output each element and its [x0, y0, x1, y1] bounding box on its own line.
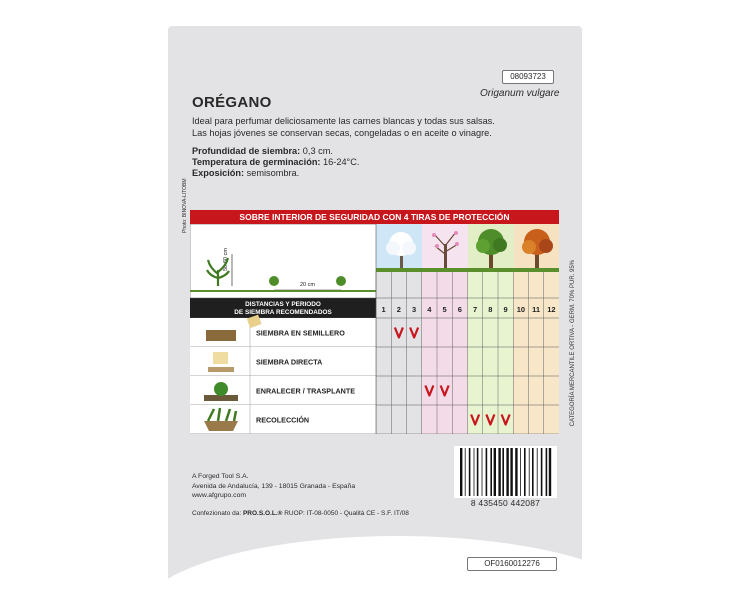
- confection-details: RUOP: IT-08-0050 - Qualità CE - S.F. IT/08: [282, 510, 409, 517]
- latin-name: Origanum vulgare: [480, 88, 560, 99]
- row-label: SIEMBRA DIRECTA: [256, 357, 323, 367]
- width-label: 20 cm: [300, 282, 315, 288]
- barcode-bar: [541, 448, 543, 496]
- month-label: 7: [473, 305, 478, 314]
- autumn-tree-icon: [514, 224, 559, 271]
- month-label: 3: [412, 305, 417, 314]
- barcode-bar: [469, 448, 471, 496]
- month-label: 10: [516, 305, 526, 314]
- month-label: 2: [396, 305, 401, 314]
- confection-prefix: Confezionato da:: [192, 510, 243, 517]
- barcode-bar: [474, 448, 475, 496]
- spec-label: Temperatura de germinación:: [192, 157, 321, 167]
- photo-credit: Photo: BINOVA-LITOBM: [182, 178, 188, 233]
- small-plant-icon: [269, 276, 279, 286]
- barcode-bar: [546, 448, 548, 496]
- month-label: 9: [503, 305, 508, 314]
- barcode-bar: [490, 448, 492, 496]
- spec-depth: [192, 146, 333, 157]
- row-label: SIEMBRA EN SEMILLERO: [256, 328, 345, 338]
- month-label: 8: [488, 305, 493, 314]
- company-info: [192, 472, 355, 501]
- barcode-bar: [482, 448, 483, 496]
- barcode-bar: [486, 448, 488, 496]
- barcode: [454, 446, 557, 498]
- barcode-bar: [494, 448, 496, 496]
- spec-temperature: [192, 157, 359, 168]
- table-header-line1: DISTANCIAS Y PERIODO: [245, 301, 321, 308]
- description-line-1: Ideal para perfumar deliciosamente las carnes blancas y todas sus salsas.: [192, 116, 495, 126]
- table-header-line2: DE SIEMBRA RECOMENDADOS: [234, 309, 332, 316]
- spec-value: 16-24°C.: [320, 157, 360, 167]
- barcode-bar: [524, 448, 526, 496]
- barcode-bar: [502, 448, 504, 496]
- height-label: 50-60 cm: [223, 248, 229, 271]
- barcode-bar: [537, 448, 538, 496]
- barcode-bar: [506, 448, 508, 496]
- barcode-bar: [515, 448, 517, 496]
- sowing-calendar: [190, 224, 559, 434]
- barcode-bar: [460, 448, 462, 496]
- product-code: 08093723: [502, 70, 554, 84]
- row-label: RECOLECCIÓN: [256, 415, 310, 425]
- bottom-code: OF0160012276: [467, 557, 557, 571]
- month-label: 4: [427, 305, 432, 314]
- barcode-bar: [529, 448, 530, 496]
- spring-tree-icon: [422, 224, 468, 271]
- spec-label: Exposición:: [192, 168, 245, 178]
- product-description: [192, 115, 532, 139]
- company-web: www.afgrupo.com: [192, 492, 247, 499]
- barcode-bar: [549, 448, 551, 496]
- spec-value: 0,3 cm.: [300, 146, 333, 156]
- company-name: A Forged Tool S.A.: [192, 473, 249, 480]
- safety-banner: SOBRE INTERIOR DE SEGURIDAD CON 4 TIRAS DE PROTECCIÓN: [190, 210, 559, 224]
- summer-tree-icon: [468, 224, 514, 271]
- company-address: Avenida de Andalucía, 139 - 18015 Granada - España: [192, 482, 356, 490]
- winter-tree-icon: [376, 224, 422, 271]
- barcode-bar: [510, 448, 512, 496]
- barcode-bar: [477, 448, 479, 496]
- description-line-2: Las hojas jóvenes se conservan secas, congeladas o en aceite o vinagre.: [192, 128, 492, 138]
- product-title: ORÉGANO: [192, 94, 272, 111]
- seed-packet: [168, 26, 582, 600]
- barcode-bar: [532, 448, 534, 496]
- month-label: 12: [547, 305, 556, 314]
- spec-value: semisombra.: [244, 168, 300, 178]
- barcode-bar: [520, 448, 521, 496]
- row-label: ENRALECER / TRASPLANTE: [256, 386, 356, 396]
- small-plant-icon: [336, 276, 346, 286]
- side-category-text: CATEGORÍA MERCANTILE ORTIVA - GERM. 70% PUR. 95%: [570, 260, 576, 427]
- month-label: 1: [381, 305, 386, 314]
- barcode-number: 8 435450 442087: [470, 498, 541, 508]
- confection-info: [192, 510, 409, 517]
- month-label: 11: [532, 305, 541, 314]
- barcode-bar: [465, 448, 466, 496]
- month-label: 6: [457, 305, 462, 314]
- barcode-bar: [498, 448, 500, 496]
- month-label: 5: [442, 305, 447, 314]
- spec-exposure: [192, 168, 299, 179]
- confection-brand: PRO.S.O.L.®: [242, 510, 283, 517]
- spec-label: Profundidad de siembra:: [192, 146, 301, 156]
